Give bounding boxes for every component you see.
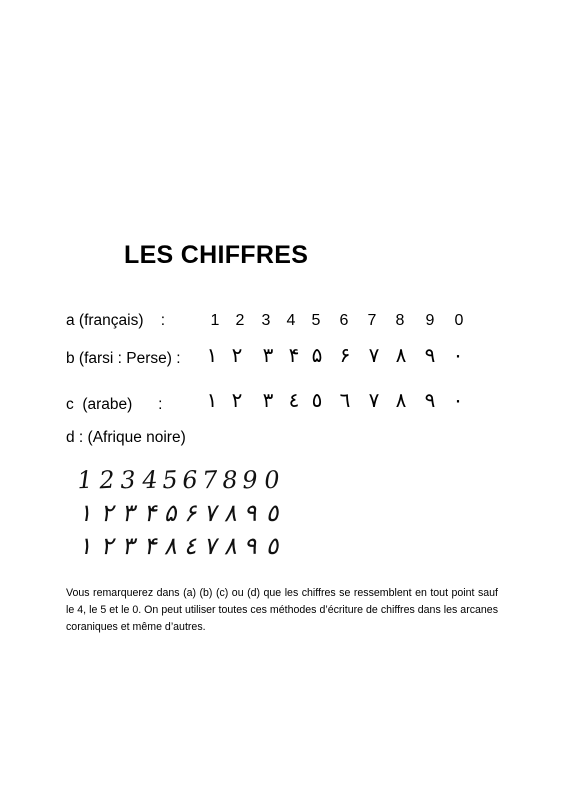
- digit: ٥: [311, 388, 323, 412]
- hand-digit: ٥: [264, 531, 280, 561]
- digit: 2: [235, 312, 245, 329]
- row-label-d: d : (Afrique noire): [66, 429, 186, 446]
- digit: 7: [367, 312, 377, 329]
- hand-digit: ٨: [222, 531, 238, 561]
- digit: 3: [261, 312, 271, 329]
- digits-row-b: [200, 343, 480, 367]
- hand-digit: 9: [241, 465, 259, 495]
- digits-row-a: [200, 312, 480, 336]
- row-label-c: c (arabe) :: [66, 396, 163, 413]
- digit: ٧: [368, 343, 380, 367]
- digit: 9: [425, 312, 435, 329]
- digit: ٠: [452, 343, 464, 367]
- digit: 4: [286, 312, 296, 329]
- digit: ١: [206, 388, 218, 412]
- hand-digit: 0: [263, 465, 281, 495]
- hand-digit: ٧: [202, 498, 218, 528]
- note-paragraph: Vous remarquerez dans (a) (b) (c) ou (d) que les chiffres se ressemblent en tout point sauf le 4, le 5 et le 0. On peut utiliser toutes ces méthodes d’écriture de chiffres dans les arcanes coraniques et même d’autres.: [66, 587, 498, 633]
- digit: ٣: [262, 343, 274, 367]
- hand-digit: ٧: [202, 531, 218, 561]
- hand-digit: ٩: [242, 531, 258, 561]
- handwritten-line-1: [70, 466, 290, 494]
- digit: ٩: [424, 388, 436, 412]
- hand-digit: ٣: [120, 498, 136, 528]
- hand-digit: 6: [181, 465, 199, 495]
- digit: ٦: [339, 388, 351, 412]
- page-title: LES CHIFFRES: [124, 241, 309, 269]
- digit: ٤: [288, 388, 300, 412]
- digit: ٠: [452, 388, 464, 412]
- hand-digit: ٢: [99, 498, 115, 528]
- digit: ۴: [288, 343, 300, 367]
- hand-digit: ٨: [222, 498, 238, 528]
- hand-digit: ۵: [162, 498, 178, 528]
- digit: ٣: [262, 388, 274, 412]
- hand-digit: 7: [201, 465, 219, 495]
- hand-digit: 4: [141, 465, 159, 495]
- hand-digit: ٣: [120, 531, 136, 561]
- hand-digit: ٩: [242, 498, 258, 528]
- digit: 1: [210, 312, 220, 329]
- hand-digit: ۴: [142, 498, 158, 528]
- digit: ۶: [339, 343, 351, 367]
- digit: 8: [395, 312, 405, 329]
- digit: ٨: [395, 388, 407, 412]
- hand-digit: ١: [77, 531, 93, 561]
- digits-row-c: [200, 388, 480, 412]
- hand-digit: ٢: [99, 531, 115, 561]
- hand-digit: 5: [161, 465, 179, 495]
- digit: ٨: [395, 343, 407, 367]
- digit: 0: [454, 312, 464, 329]
- digit: 6: [339, 312, 349, 329]
- row-label-a: a (français) :: [66, 312, 166, 329]
- digit: ٩: [424, 343, 436, 367]
- digit: ۵: [311, 343, 323, 367]
- hand-digit: ٥: [264, 498, 280, 528]
- hand-digit: 2: [98, 465, 116, 495]
- hand-digit: 3: [119, 465, 137, 495]
- digit: ٢: [231, 388, 243, 412]
- hand-digit: 1: [76, 465, 94, 495]
- hand-digit: ٨: [162, 531, 178, 561]
- hand-digit: ١: [77, 498, 93, 528]
- handwritten-line-2: [70, 499, 290, 527]
- hand-digit: ۶: [182, 498, 198, 528]
- digit: ٢: [231, 343, 243, 367]
- digit: ٧: [368, 388, 380, 412]
- hand-digit: ٤: [182, 531, 198, 561]
- digit: 5: [311, 312, 321, 329]
- hand-digit: ۴: [142, 531, 158, 561]
- digit: ١: [206, 343, 218, 367]
- hand-digit: 8: [221, 465, 239, 495]
- handwritten-line-3: [70, 532, 290, 560]
- row-label-b: b (farsi : Perse) :: [66, 350, 181, 367]
